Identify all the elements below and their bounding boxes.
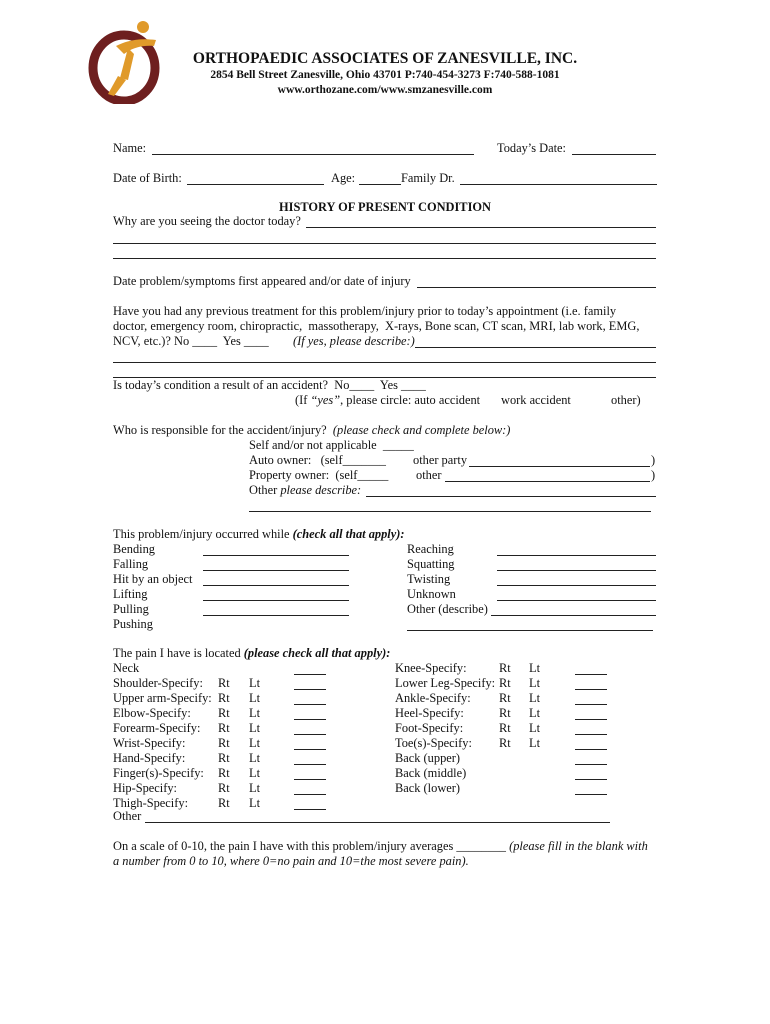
property-other-label: other — [416, 468, 442, 482]
pain-rt-option[interactable]: Rt — [218, 691, 230, 705]
pain-lt-option[interactable]: Lt — [529, 706, 541, 720]
pain-location-label: Back (lower) — [395, 781, 461, 795]
pain-location-field[interactable] — [575, 704, 607, 705]
property-other-field[interactable] — [445, 481, 650, 482]
auto-close-paren: ) — [651, 453, 656, 467]
age-field[interactable] — [359, 184, 401, 185]
pain-rt-option[interactable]: Rt — [218, 781, 230, 795]
dob-label: Date of Birth: — [113, 171, 182, 185]
previous-treatment-line-3: NCV, etc.)? No ____ Yes ____ — [113, 334, 269, 348]
pain-location-field[interactable] — [575, 674, 607, 675]
occurred-intro: This problem/injury occurred while (check all that apply): — [113, 527, 405, 541]
occurred-option-field[interactable] — [203, 615, 349, 616]
pain-location-label: Forearm-Specify: — [113, 721, 201, 735]
pain-location-label: Heel-Specify: — [395, 706, 464, 720]
occurred-option-field[interactable] — [203, 570, 349, 571]
pain-lt-option[interactable]: Lt — [529, 736, 541, 750]
pain-lt-option[interactable]: Lt — [249, 751, 261, 765]
pain-location-label: Back (middle) — [395, 766, 467, 780]
pain-location-field[interactable] — [575, 779, 607, 780]
pain-location-label: Thigh-Specify: — [113, 796, 189, 810]
todays-date-label: Today’s Date: — [497, 141, 566, 155]
pain-location-label: Knee-Specify: — [395, 661, 467, 675]
pain-location-label: Toe(s)-Specify: — [395, 736, 472, 750]
pain-lt-option[interactable]: Lt — [529, 661, 541, 675]
occurred-option-field[interactable] — [497, 585, 656, 586]
previous-treatment-field-2[interactable] — [113, 362, 656, 363]
why-field-2[interactable] — [113, 243, 656, 244]
pain-rt-option[interactable]: Rt — [499, 691, 511, 705]
pain-lt-option[interactable]: Lt — [249, 736, 261, 750]
org-address: 2854 Bell Street Zanesville, Ohio 43701 P:740-454-3273 F:740-588-1081 — [210, 69, 560, 81]
pain-lt-option[interactable]: Lt — [249, 796, 261, 810]
occurred-option-field[interactable] — [203, 600, 349, 601]
pain-scale-line-1: On a scale of 0-10, the pain I have with this problem/injury averages ________ (please fill in the blank with — [113, 839, 648, 853]
pain-location-label: Finger(s)-Specify: — [113, 766, 204, 780]
pain-rt-option[interactable]: Rt — [218, 751, 230, 765]
pain-location-label: Wrist-Specify: — [113, 736, 186, 750]
pain-rt-option[interactable]: Rt — [218, 676, 230, 690]
pain-location-label: Hip-Specify: — [113, 781, 178, 795]
pain-location-label: Lower Leg-Specify: — [395, 676, 496, 690]
pain-lt-option[interactable]: Lt — [249, 676, 261, 690]
occurred-option-label: Twisting — [407, 572, 451, 586]
name-label: Name: — [113, 141, 147, 155]
previous-treatment-field-1[interactable] — [415, 347, 656, 348]
pain-location-label: Back (upper) — [395, 751, 461, 765]
pain-location-field[interactable] — [575, 749, 607, 750]
occurred-other-field[interactable] — [407, 630, 653, 631]
pain-location-field[interactable] — [294, 689, 326, 690]
occurred-option-field[interactable] — [497, 600, 656, 601]
other-accident-option[interactable]: other) — [611, 393, 641, 407]
pain-lt-option[interactable]: Lt — [529, 721, 541, 735]
pain-location-field[interactable] — [575, 689, 607, 690]
pain-location-field[interactable] — [575, 734, 607, 735]
occurred-option-field[interactable] — [491, 615, 656, 616]
pain-location-field[interactable] — [294, 779, 326, 780]
pain-other-label: Other — [113, 809, 142, 823]
pain-location-label: Neck — [113, 661, 140, 675]
pain-lt-option[interactable]: Lt — [249, 706, 261, 720]
occurred-option-label: Squatting — [407, 557, 455, 571]
pain-location-field[interactable] — [575, 719, 607, 720]
pain-intro: The pain I have is located (please check all that apply): — [113, 646, 391, 660]
hpc-title: HISTORY OF PRESENT CONDITION — [279, 200, 491, 214]
name-field[interactable] — [152, 154, 474, 155]
first-appeared-field[interactable] — [417, 287, 656, 288]
why-field-1[interactable] — [306, 227, 656, 228]
why-field-3[interactable] — [113, 258, 656, 259]
pain-other-field[interactable] — [145, 822, 610, 823]
occurred-option-field[interactable] — [497, 555, 656, 556]
property-owner-option[interactable]: Property owner: (self_____ — [249, 468, 389, 482]
todays-date-field[interactable] — [572, 154, 656, 155]
pain-rt-option[interactable]: Rt — [499, 706, 511, 720]
pain-location-field[interactable] — [294, 809, 326, 810]
pain-lt-option[interactable]: Lt — [249, 721, 261, 735]
pain-location-field[interactable] — [575, 764, 607, 765]
pain-rt-option[interactable]: Rt — [499, 736, 511, 750]
pain-location-label: Upper arm-Specify: — [113, 691, 212, 705]
other-party-label: other party — [413, 453, 468, 467]
pain-location-label: Foot-Specify: — [395, 721, 464, 735]
pain-location-field[interactable] — [294, 674, 326, 675]
occurred-option-label: Pulling — [113, 602, 149, 616]
if-yes-label: (If “yes”, please circle: auto accident — [295, 393, 481, 407]
pain-rt-option[interactable]: Rt — [218, 721, 230, 735]
pain-scale-line-2: a number from 0 to 10, where 0=no pain and 10=the most severe pain). — [113, 854, 469, 868]
responsible-question: Who is responsible for the accident/injury? (please check and complete below:) — [113, 423, 511, 437]
pain-lt-option[interactable]: Lt — [529, 676, 541, 690]
property-close-paren: ) — [651, 468, 656, 482]
previous-treatment-line-1: Have you had any previous treatment for this problem/injury prior to today’s appointment (i.e. family — [113, 304, 617, 318]
previous-treatment-line-2: doctor, emergency room, chiropractic, massotherapy, X-rays, Bone scan, CT scan, MRI, lab work, EMG, — [113, 319, 640, 333]
work-accident-option[interactable]: work accident — [501, 393, 571, 407]
why-label: Why are you seeing the doctor today? — [113, 214, 301, 228]
family-dr-field[interactable] — [460, 184, 657, 185]
pain-location-field[interactable] — [294, 719, 326, 720]
pain-location-label: Ankle-Specify: — [395, 691, 471, 705]
pain-location-field[interactable] — [294, 764, 326, 765]
pain-lt-option[interactable]: Lt — [249, 766, 261, 780]
pain-lt-option[interactable]: Lt — [529, 691, 541, 705]
occurred-option-field[interactable] — [497, 570, 656, 571]
occurred-option-label: Lifting — [113, 587, 148, 601]
occurred-option-field[interactable] — [203, 585, 349, 586]
occurred-option-label: Falling — [113, 557, 149, 571]
pain-lt-option[interactable]: Lt — [249, 781, 261, 795]
pain-rt-option[interactable]: Rt — [499, 721, 511, 735]
pain-location-label: Hand-Specify: — [113, 751, 186, 765]
pain-location-label: Shoulder-Specify: — [113, 676, 203, 690]
pain-rt-option[interactable]: Rt — [499, 661, 511, 675]
previous-treatment-describe: (If yes, please describe:) — [293, 334, 415, 348]
pain-location-field[interactable] — [294, 749, 326, 750]
other-describe-field-2[interactable] — [249, 511, 651, 512]
occurred-option-label: Pushing — [113, 617, 153, 631]
occurred-option-label: Bending — [113, 542, 155, 556]
occurred-option-label: Other (describe) — [407, 602, 488, 616]
org-name: ORTHOPAEDIC ASSOCIATES OF ZANESVILLE, INC. — [192, 50, 578, 67]
other-describe-label: Other please describe: — [249, 483, 362, 497]
occurred-option-label: Reaching — [407, 542, 454, 556]
org-website: www.orthozane.com/www.smzanesville.com — [277, 84, 493, 96]
age-label: Age: — [331, 171, 356, 185]
pain-location-label: Elbow-Specify: — [113, 706, 191, 720]
auto-owner-option[interactable]: Auto owner: (self_______ — [249, 453, 386, 467]
pain-location-field[interactable] — [294, 704, 326, 705]
other-party-field[interactable] — [469, 466, 650, 467]
first-appeared-label: Date problem/symptoms first appeared and/or date of injury — [113, 274, 411, 288]
pain-lt-option[interactable]: Lt — [249, 691, 261, 705]
dob-field[interactable] — [187, 184, 324, 185]
pain-location-field[interactable] — [294, 794, 326, 795]
pain-rt-option[interactable]: Rt — [218, 736, 230, 750]
pain-location-field[interactable] — [294, 734, 326, 735]
pain-rt-option[interactable]: Rt — [218, 796, 230, 810]
occurred-option-label: Hit by an object — [113, 572, 193, 586]
family-dr-label: Family Dr. — [401, 171, 455, 185]
other-describe-field-1[interactable] — [366, 496, 656, 497]
self-option[interactable]: Self and/or not applicable _____ — [249, 438, 414, 452]
pain-rt-option[interactable]: Rt — [218, 766, 230, 780]
pain-rt-option[interactable]: Rt — [218, 706, 230, 720]
pain-rt-option[interactable]: Rt — [499, 676, 511, 690]
accident-question: Is today’s condition a result of an accident? No____ Yes ____ — [113, 378, 426, 392]
occurred-option-field[interactable] — [203, 555, 349, 556]
pain-location-field[interactable] — [575, 794, 607, 795]
occurred-option-label: Unknown — [407, 587, 456, 601]
